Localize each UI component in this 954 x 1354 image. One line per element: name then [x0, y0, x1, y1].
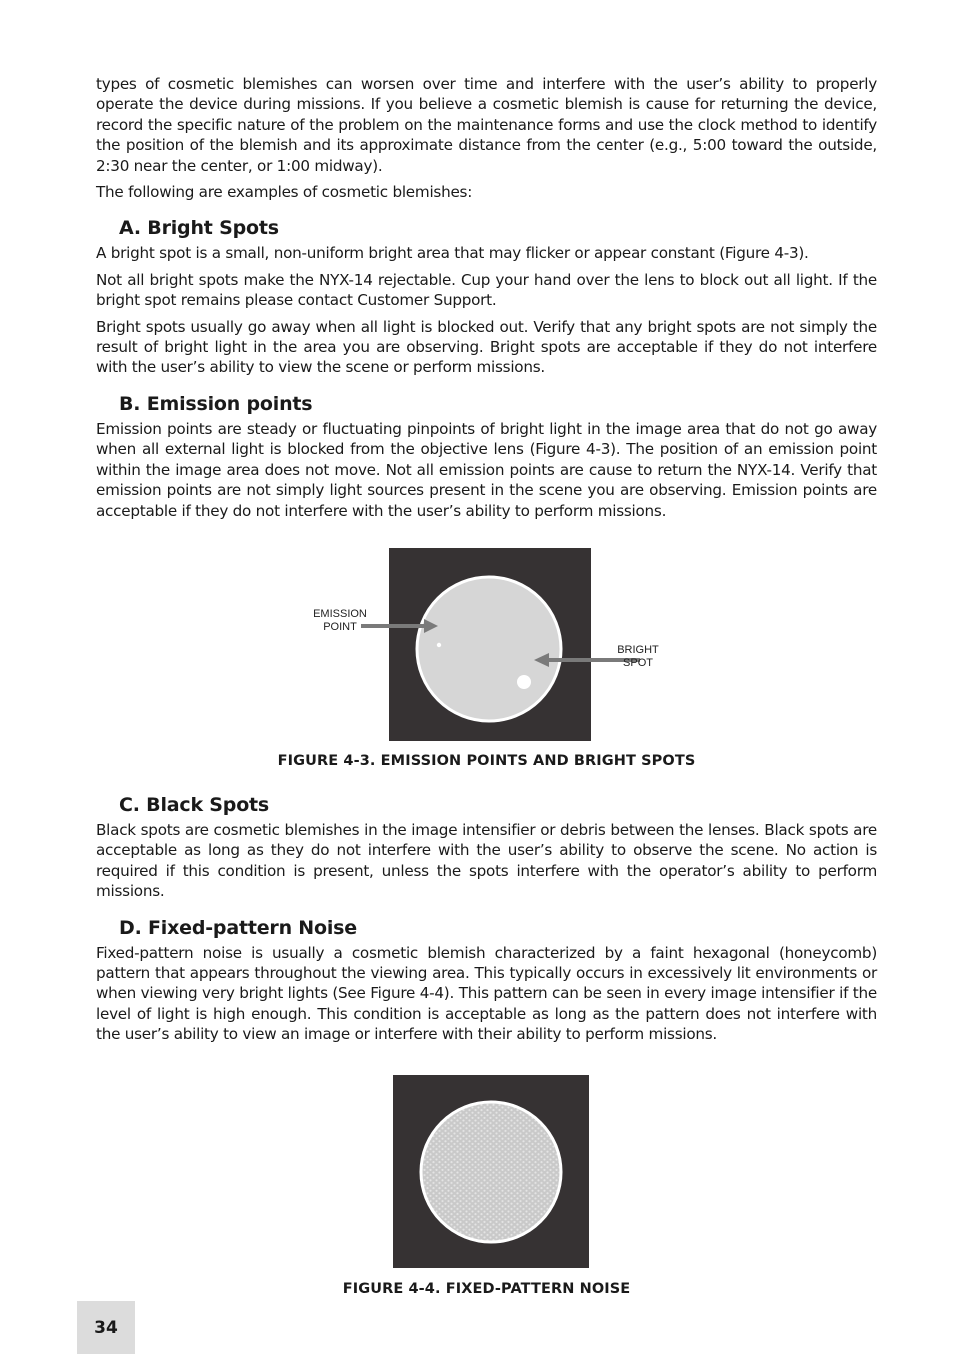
section-b-paragraph-1: Emission points are steady or fluctuating pinpoints of bright light in the image area that do not go away when all external light is blocked from the objective lens (Figure 4-3). The position of an emission point within the image area does not move. Not all emission points are cause to return the NYX-14. Verify that emission points are not simply light sources present in the scene you are observing. Emission points are acceptable if they do not interfere with the user’s ability to perform missions. [96, 419, 877, 520]
section-c-heading: C. Black Spots [119, 793, 270, 816]
section-d-paragraph-1: Fixed-pattern noise is usually a cosmetic blemish characterized by a faint hexagonal (honeycomb) pattern that appears throughout the viewing area. This typically occurs in excessively lit environments or when viewing very bright lights (See Figure 4-4). This pattern can be seen in every image intensifier if the level of light is high enough. This condition is acceptable as long as the pattern does not interfere with the user’s ability to view an image or interfere with their ability to perform missions. [96, 943, 877, 1044]
section-d-heading: D. Fixed-pattern Noise [119, 916, 357, 939]
figure-4-3 [96, 527, 877, 779]
intro-paragraph: types of cosmetic blemishes can worsen over time and interfere with the user’s ability to properly operate the device during missions. If you believe a cosmetic blemish is cause for returning the device, record the specific nature of the problem on the maintenance forms and use the clock method to identify the position of the blemish and its approximate distance from the center (e.g., 5:00 toward the outside, 2:30 near the center, or 1:00 midway). [96, 75, 877, 175]
emission-point-label: EMISSION POINT [313, 607, 367, 634]
arrow-emission-point-icon [424, 619, 438, 633]
figure-4-4-image [393, 1075, 589, 1268]
bright-spot-label: BRIGHT SPOT [617, 643, 659, 670]
page-number: 34 [94, 1318, 118, 1338]
section-a-paragraph-2: Not all bright spots make the NYX-14 rejectable. Cup your hand over the lens to block out all light. If the bright spot remains please contact Customer Support. [96, 270, 877, 310]
arrow-bright-spot-icon [534, 653, 549, 667]
page-content [96, 74, 877, 1311]
page-number-box [77, 1301, 135, 1354]
section-b-heading: B. Emission points [119, 392, 313, 415]
figure-4-3-caption: FIGURE 4-3. EMISSION POINTS AND BRIGHT SPOTS [277, 752, 696, 769]
section-a-heading: A. Bright Spots [119, 217, 279, 240]
honeycomb-pattern-circle [421, 1102, 561, 1242]
section-a-paragraph-3: Bright spots usually go away when all light is blocked out. Verify that any bright spots are not simply the result of bright light in the area you are observing. Bright spots are acceptable if they do not interfere with the user’s ability to view the scene or perform missions. [96, 317, 877, 377]
section-a-paragraph-1: A bright spot is a small, non-uniform bright area that may flicker or appear constant (Figure 4-3). [96, 244, 809, 263]
figure-4-4-caption: FIGURE 4-4. FIXED-PATTERN NOISE [342, 1280, 631, 1297]
figure-4-4 [96, 1051, 877, 1311]
intro-examples-line: The following are examples of cosmetic blemishes: [96, 183, 473, 202]
section-c-paragraph-1: Black spots are cosmetic blemishes in the image intensifier or debris between the lenses. Black spots are acceptable as long as they do not interfere with the user’s ability to observe the scene. No action is required if this condition is present, unless the spots interfere with the operator’s ability to perform missions. [96, 820, 877, 901]
